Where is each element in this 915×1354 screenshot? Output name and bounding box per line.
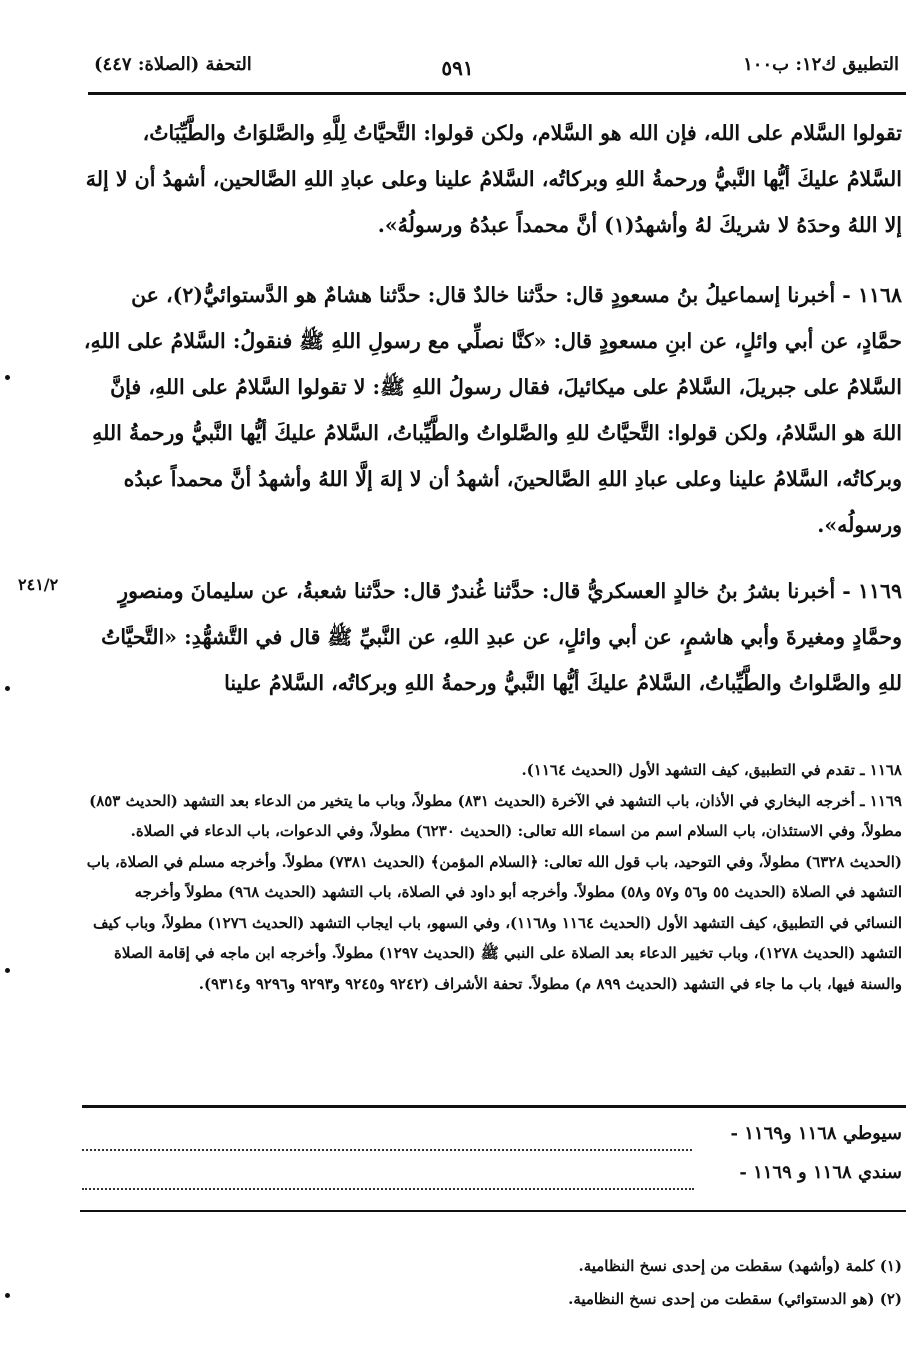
dotted-leader xyxy=(82,1188,694,1190)
header-rule xyxy=(88,92,906,95)
footnotes-rule xyxy=(80,1210,906,1212)
suyuti-ref-line xyxy=(82,1123,902,1157)
margin-dot xyxy=(5,1293,10,1298)
margin-dot xyxy=(5,375,10,380)
note-1168: ١١٦٨ ـ تقدم في التطبيق، كيف التشهد الأول (الحديث ١١٦٤). xyxy=(521,761,902,779)
intro-paragraph: تقولوا السَّلام على الله، فإن الله هو السَّلام، ولكن قولوا: التَّحيَّاتُ لِلَّهِ والصَّلوَاتُ والطَّيِّبَاتُ، السَّلامُ عليكَ أيُّها النَّبيُّ ورحمةُ اللهِ وبركاتُه، السَّلامُ علينا وعلى عبادِ اللهِ الصَّالحين، أشهدُ أن لا إلهَ إلا اللهُ وحدَهُ لا شريكَ لهُ وأشهدُ(١) أنَّ محمداً عبدُهُ ورسولُهُ». xyxy=(85,121,902,237)
suyuti-ref: سيوطي ١١٦٨ و١١٦٩ - xyxy=(730,1123,902,1144)
sindi-ref-line xyxy=(82,1162,902,1196)
margin-volume-ref: ٢٤١/٢ xyxy=(18,575,59,594)
note-1169: ١١٦٩ ـ أخرجه البخاري في الأذان، باب التشهد في الآخرة (الحديث ٨٣١) مطولاً، وباب ما يتخير من الدعاء بعد التشهد (الحديث ٨٥٣) مطولاً، وفي الاستئذان، باب السلام اسم من اسماء الله تعالى: (الحديث ٦٢٣٠) مطولاً، وفي الدعوات، باب الدعاء في الصلاة. (الحديث ٦٣٢٨) مطولاً، وفي التوحيد، باب قول الله تعالى: ﴿السلام المؤمن﴾ (الحديث ٧٣٨١) مطولاً. وأخرجه مسلم في الصلاة، باب التشهد في الصلاة (الحديث ٥٥ و٥٦ و٥٧ و٥٨) مطولاً. وأخرجه أبو داود في الصلاة، باب التشهد (الحديث ٩٦٨) مطولاً وأخرجه النسائي في التطبيق، كيف التشهد الأول (الحديث ١١٦٤ و١١٦٨)، وفي السهو، باب ايجاب التشهد (الحديث ١٢٧٦) مطولاً، وباب كيف التشهد (الحديث ١٢٧٨)، وباب تخيير الدعاء بعد الصلاة على النبي ﷺ (الحديث ١٢٩٧) مطولاً. وأخرجه ابن ماجه في إقامة الصلاة والسنة فيها، باب ما جاء في التشهد (الحديث ٨٩٩ م) مطولاً. تحفة الأشراف (٩٢٤٢ و٩٢٤٥ و٩٢٩٣ و٩٢٩٦ و٩٣١٤). xyxy=(86,791,902,993)
dotted-leader xyxy=(82,1149,692,1151)
hadith-1169-paragraph: ١١٦٩ - أخبرنا بشرُ بنُ خالدٍ العسكريُّ قال: حدَّثنا غُندرٌ قال: حدَّثنا شعبةُ، عن سليمانَ ومنصورٍ وحمَّادٍ ومغيرةَ وأبي هاشمٍ، عن أبي وائلٍ، عن عبدِ اللهِ، عن النَّبيِّ ﷺ قال في التَّشهُّدِ: «التَّحيَّاتُ للهِ والصَّلواتُ والطَّيِّباتُ، السَّلامُ عليكَ أيُّها النَّبيُّ ورحمةُ اللهِ وبركاتُه، السَّلامُ علينا xyxy=(101,579,902,695)
page-number: ٥٩١ xyxy=(441,56,474,80)
header-book-ref: التحفة (الصلاة: ٤٤٧) xyxy=(94,54,252,75)
takhrij-notes xyxy=(82,755,902,999)
margin-dot xyxy=(5,968,10,973)
header-chapter-ref: التطبيق ك١٢: ب١٠٠ xyxy=(743,54,899,75)
footnotes xyxy=(82,1250,902,1316)
margin-dot xyxy=(5,686,10,691)
sindi-ref: سندي ١١٦٨ و ١١٦٩ - xyxy=(739,1162,902,1183)
hadith-1168-paragraph: ١١٦٨ - أخبرنا إسماعيلُ بنُ مسعودٍ قال: حدَّثنا خالدٌ قال: حدَّثنا هشامٌ هو الدَّستوائيُّ(٢)، عن حمَّادٍ، عن أبي وائلٍ، عن ابنِ مسعودٍ قال: «كنَّا نصلِّي مع رسولِ اللهِ ﷺ فنقولُ: السَّلامُ على اللهِ، السَّلامُ على جبريلَ، السَّلامُ على ميكائيلَ، فقال رسولُ اللهِ ﷺ: لا تقولوا السَّلامُ على اللهِ، فإنَّ اللهَ هو السَّلامُ، ولكن قولوا: التَّحيَّاتُ للهِ والصَّلواتُ والطَّيِّباتُ، السَّلامُ عليكَ أيُّها النَّبيُّ ورحمةُ اللهِ وبركاتُه، السَّلامُ علينا وعلى عبادِ اللهِ الصَّالحينَ، أشهدُ أن لا إلهَ إلَّا اللهُ وأشهدُ أنَّ محمداً عبدُه ورسولُه». xyxy=(83,283,902,537)
notes-rule xyxy=(82,1105,906,1108)
footnote-1: (١) كلمة (وأشهد) سقطت من إحدى نسخ النظامية. xyxy=(578,1257,902,1275)
footnote-2: (٢) (هو الدستوائي) سقطت من إحدى نسخ النظامية. xyxy=(568,1290,902,1308)
